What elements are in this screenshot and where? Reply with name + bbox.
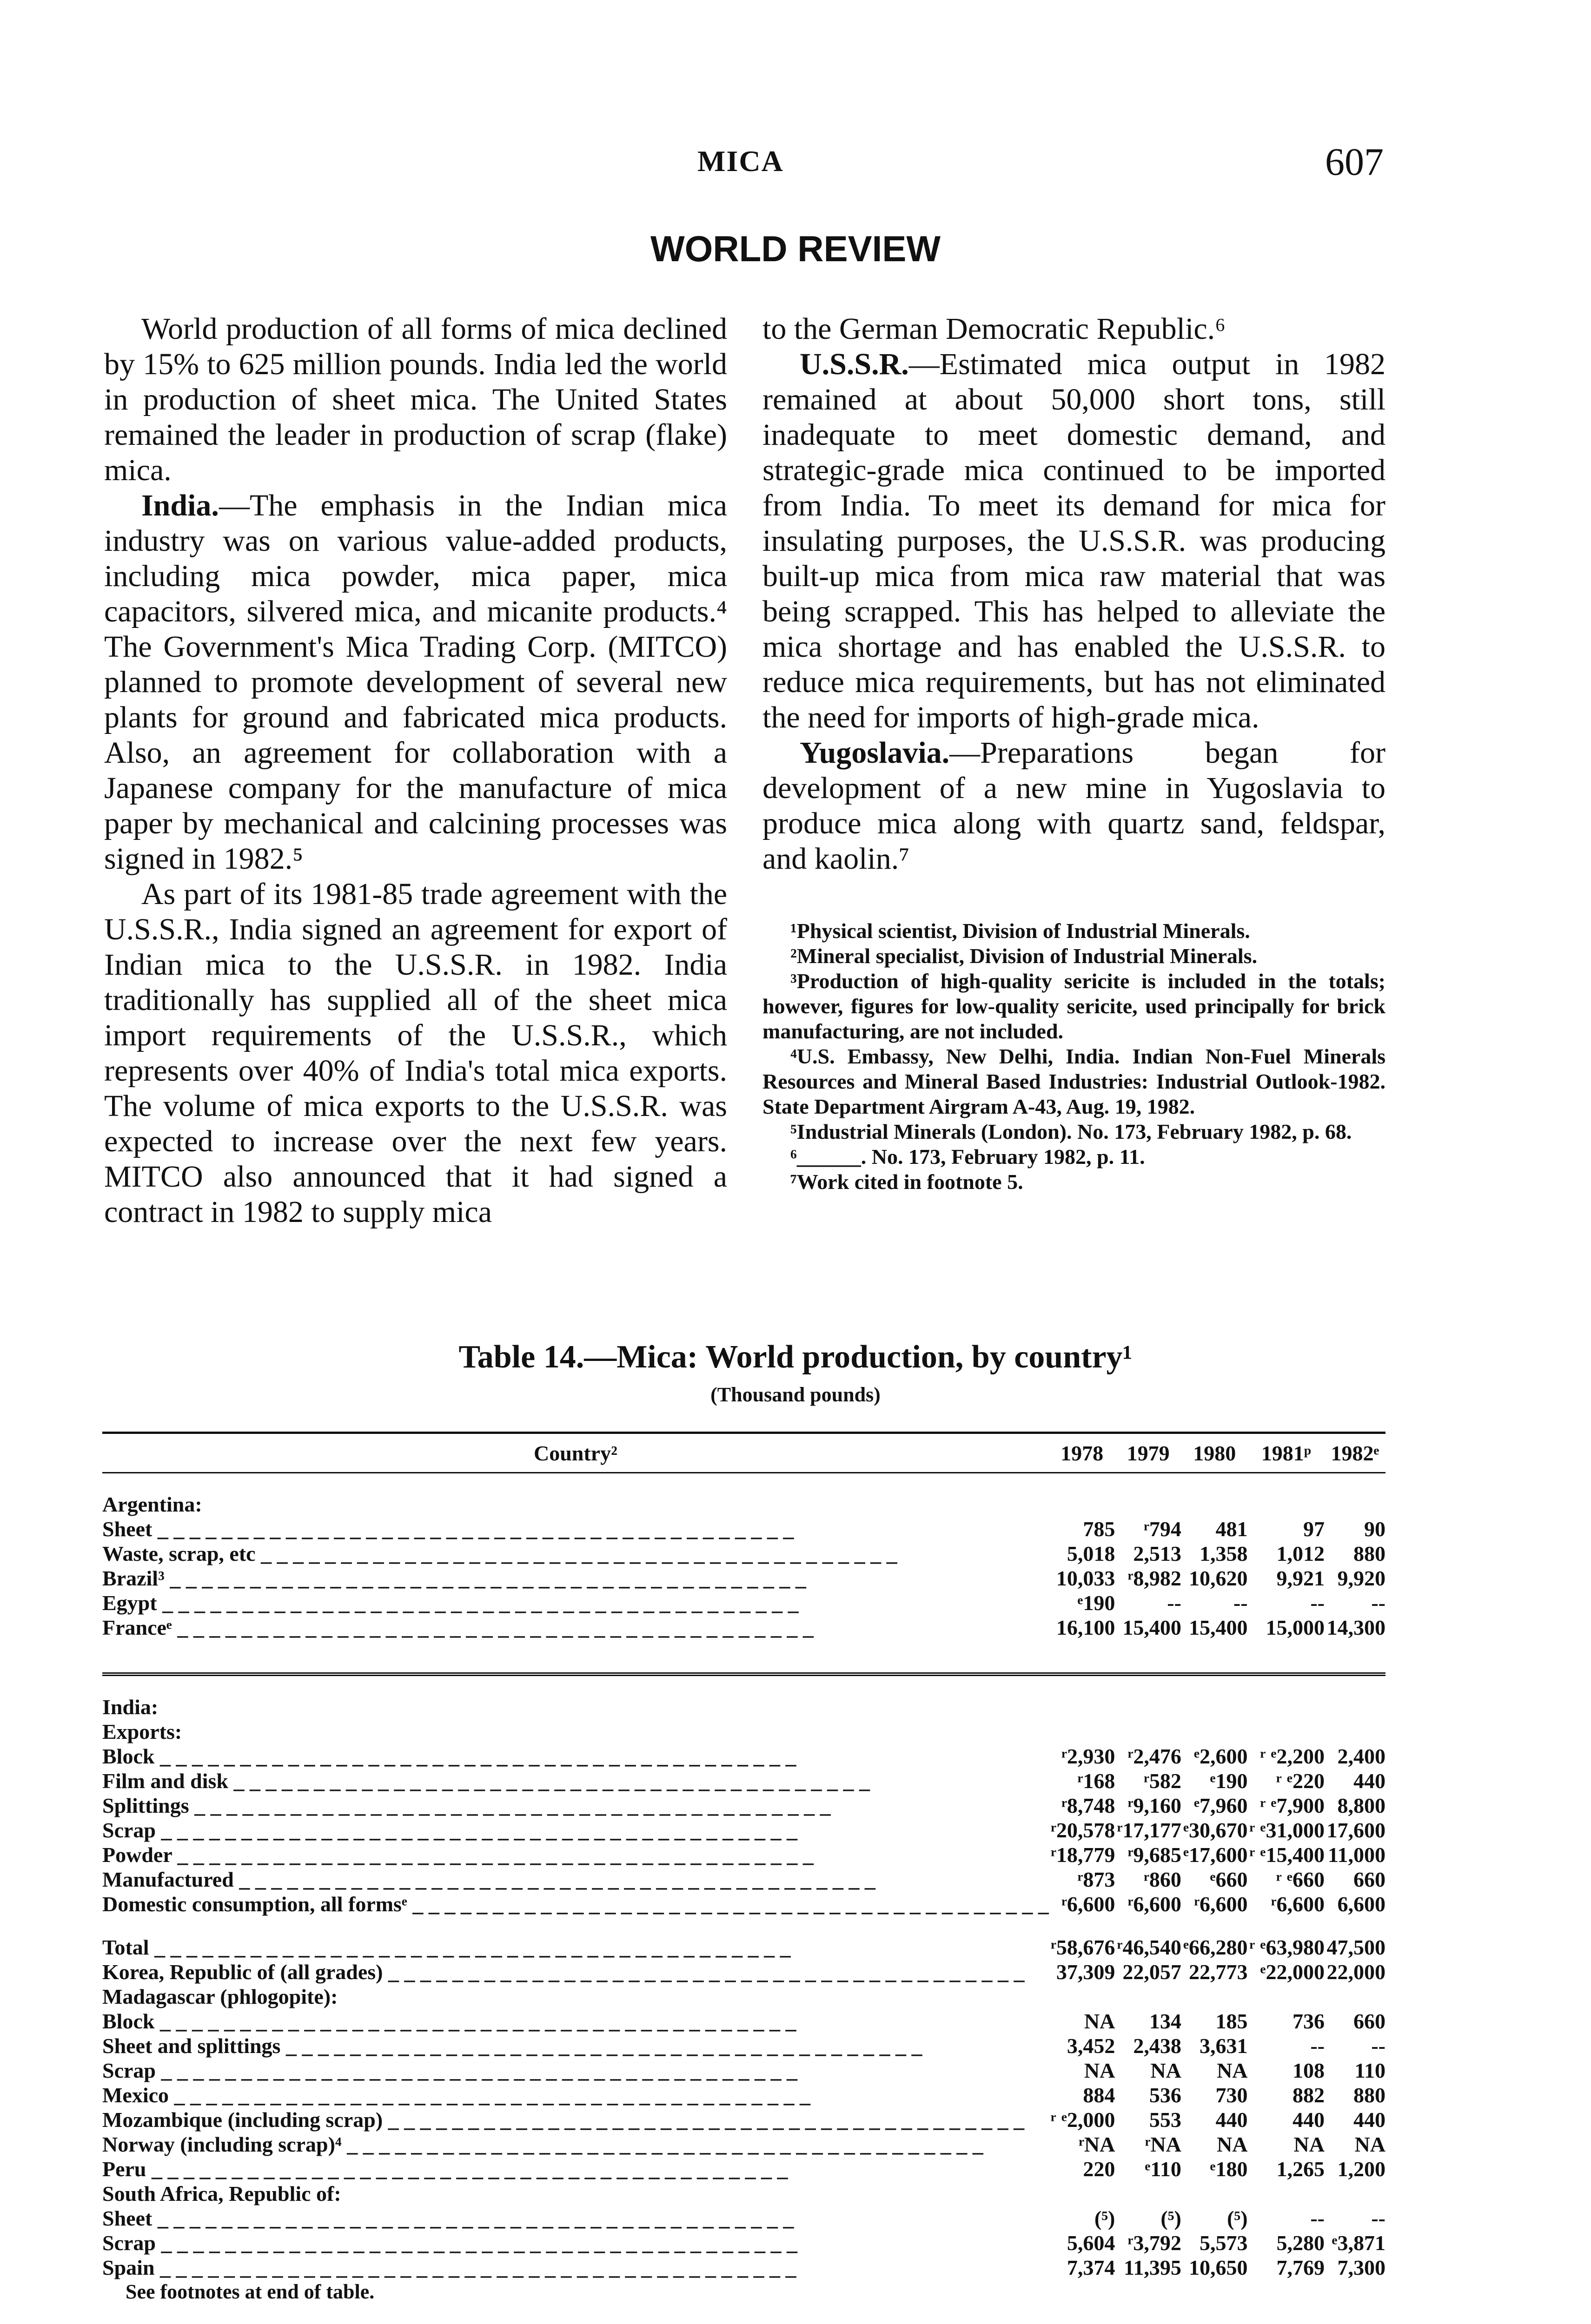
table-row: Exports: [102,1720,182,1743]
column-header: 1979 [1115,1433,1181,1473]
page-number: 607 [1325,140,1384,184]
paragraph-india: India.—The emphasis in the Indian mica industry was on various value-added products, including mica powder, mica paper, mica capacitors, silvered mica, and micanite products.⁴ The Government's Mica Trading Corp. (MITCO) planned to promote development of several new plants for ground and fabricated mica products. Also, an agreement for collaboration with a Japanese company for the manufacture of mica paper by mechanical and calcining processes was signed in 1982.⁵ [104,489,727,876]
runin-heading-yugoslavia: Yugoslavia. [800,736,950,770]
table-row: Korea, Republic of (all grades) _ _ _ 37,309 22,057 22,773 ᵉ22,000 22,000 [102,1960,1385,1984]
runin-heading-india: India. [141,489,219,522]
table-separator [102,1640,1385,1674]
table-row: Splittings _ _ _ ʳ8,748 ʳ9,160 ᵉ7,960 ʳ ᵉ7,900 8,800 [102,1793,1385,1818]
table-row: Egypt _ _ _ ᵉ190 -- -- -- -- [102,1591,1385,1615]
table-row: Scrap _ _ _ 5,604 ʳ3,792 5,573 5,280 ᵉ3,871 [102,2231,1385,2255]
table-row: Sheet and splittings _ _ _ 3,452 2,438 3,631 -- -- [102,2034,1385,2058]
column-header: 1978 [1049,1433,1115,1473]
footnote: ²Mineral specialist, Division of Industrial Minerals. [790,944,1258,968]
table-row: Sheet _ _ _ (⁵) (⁵) (⁵) -- -- [102,2206,1385,2231]
table-row: Block _ _ _ NA 134 185 736 660 [102,2009,1385,2034]
paragraph-world-production: World production of all forms of mica declined by 15% to 625 million pounds. India led the world in production of sheet mica. The United States remained the leader in production of scrap (flake) mica. [104,312,727,487]
paragraph-continuation: to the German Democratic Republic.⁶ [762,312,1226,346]
runin-heading-ussr: U.S.S.R. [800,347,909,381]
table-row: Mexico _ _ _ 884 536 730 882 880 [102,2083,1385,2107]
table-row: Scrap _ _ _ NA NA NA 108 110 [102,2058,1385,2083]
table-row: Norway (including scrap)⁴ _ _ _ ʳNA ʳNA NA NA NA [102,2132,1385,2157]
footnote: ³Production of high-quality sericite is included in the totals; however, figures for low-quality sericite, used principally for brick manufacturing, are not included. [762,969,1385,1043]
footnote: ⁶______. No. 173, February 1982, p. 11. [790,1145,1145,1169]
production-table [102,1432,1385,2280]
table-row-total: Total _ _ _ ʳ58,676 ʳ46,540 ᵉ66,280 ʳ ᵉ63,980 47,500 [102,1935,1385,1960]
table-row: Brazil³ _ _ _ 10,033 ʳ8,982 10,620 9,921 9,920 [102,1566,1385,1591]
table-row: Franceᵉ _ _ _ 16,100 15,400 15,400 15,000 14,300 [102,1615,1385,1640]
table-row: South Africa, Republic of: [102,2182,341,2205]
table-row: Mozambique (including scrap) _ _ _ ʳ ᵉ2,000 553 440 440 440 [102,2107,1385,2132]
section-title: WORLD REVIEW [650,228,941,269]
table-row: Waste, scrap, etc _ _ _ 5,018 2,513 1,358 1,012 880 [102,1541,1385,1566]
column-header: 1980 [1181,1433,1248,1473]
table-row: Manufactured _ _ _ ʳ873 ʳ860 ᵉ660 ʳ ᵉ660 660 [102,1867,1385,1892]
table-row: India: [102,1695,159,1719]
table-header-row [102,1433,1385,1473]
footnote: ⁵Industrial Minerals (London). No. 173, February 1982, p. 68. [790,1120,1352,1143]
column-header: 1982ᵉ [1325,1433,1385,1473]
table-row: Block _ _ _ ʳ2,930 ʳ2,476 ᵉ2,600 ʳ ᵉ2,200 2,400 [102,1744,1385,1769]
footnote: ¹Physical scientist, Division of Industrial Minerals. [790,919,1250,943]
table-footnote-reference: See footnotes at end of table. [126,2280,375,2303]
table-row: Domestic consumption, all formsᵉ _ _ _ ʳ6,600 ʳ6,600 ʳ6,600 ʳ6,600 6,600 [102,1892,1385,1916]
table-row: Powder _ _ _ ʳ18,779 ʳ9,685 ᵉ17,600 ʳ ᵉ15,400 11,000 [102,1842,1385,1867]
table-row: Madagascar (phlogopite): [102,1985,338,2008]
table-row: Spain _ _ _ 7,374 11,395 10,650 7,769 7,300 [102,2255,1385,2280]
running-head [0,139,1591,184]
right-column [762,311,1385,1195]
column-header: Country² [102,1433,1049,1473]
table-row: Scrap _ _ _ ʳ20,578 ʳ17,177 ᵉ30,670 ʳ ᵉ31,000 17,600 [102,1818,1385,1842]
running-title: MICA [697,145,784,178]
paragraph-yugoslavia: Yugoslavia.—Preparations began for development of a new mine in Yugoslavia to produce mica along with quartz sand, feldspar, and kaolin.⁷ [762,736,1385,876]
table-unit: (Thousand pounds) [710,1383,881,1406]
table-row: Sheet _ _ _ 785 ʳ794 481 97 90 [102,1517,1385,1541]
footnote: ⁷Work cited in footnote 5. [790,1170,1023,1194]
paragraph-ussr: U.S.S.R.—Estimated mica output in 1982 remained at about 50,000 short tons, still inadequate to meet domestic demand, and strategic-grade mica continued to be imported from India. To meet its demand for mica for insulating purposes, the U.S.S.R. was producing built-up mica from mica raw material that was being scrapped. This has helped to alleviate the mica shortage and has enabled the U.S.S.R. to reduce mica requirements, but has not eliminated the need for imports of high-grade mica. [762,347,1385,734]
table-row: Peru _ _ _ 220 ᵉ110 ᵉ180 1,265 1,200 [102,2157,1385,2181]
left-column [104,311,727,1230]
paragraph-trade-agreement: As part of its 1981-85 trade agreement with the U.S.S.R., India signed an agreement for export of Indian mica to the U.S.S.R. in 1982. India traditionally has supplied all of the sheet mica import requirements of the U.S.S.R., which represents over 40% of India's total mica exports. The volume of mica exports to the U.S.S.R. was expected to increase over the next few years. MITCO also announced that it had signed a contract in 1982 to supply mica [104,877,727,1229]
table-title: Table 14.—Mica: World production, by country¹ [458,1339,1133,1375]
footnotes [762,918,1385,1195]
footnote: ⁴U.S. Embassy, New Delhi, India. Indian Non-Fuel Minerals Resources and Mineral Based Industries: Industrial Outlook-1982. State Department Airgram A-43, Aug. 19, 1982. [762,1044,1385,1118]
table-row: Argentina: [102,1492,202,1516]
column-header: 1981ᵖ [1248,1433,1325,1473]
table-row: Film and disk _ _ _ ʳ168 ʳ582 ᵉ190 ʳ ᵉ220 440 [102,1769,1385,1793]
